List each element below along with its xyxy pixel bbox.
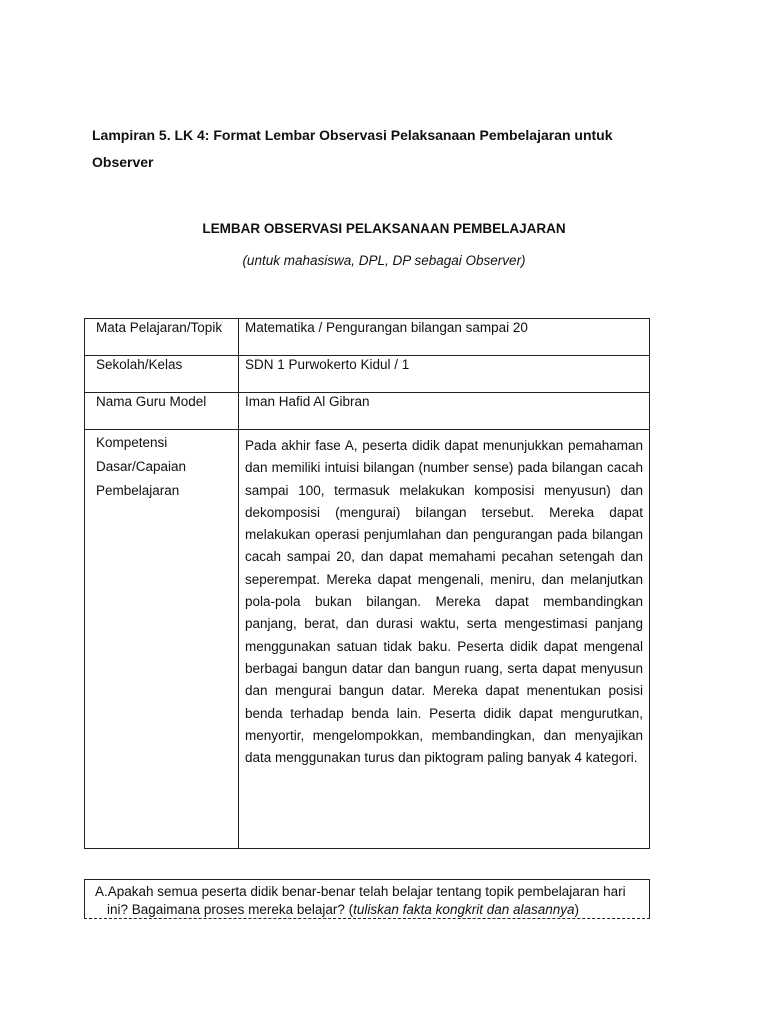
- school-value: SDN 1 Purwokerto Kidul / 1: [239, 356, 650, 393]
- teacher-label: Nama Guru Model: [85, 393, 239, 430]
- question-a-line1: A.Apakah semua peserta didik benar-benar telah belajar tentang topik pembelajaran hari: [95, 884, 626, 899]
- document-subtitle: (untuk mahasiswa, DPL, DP sebagai Observer): [242, 253, 526, 268]
- appendix-heading-line1: Lampiran 5. LK 4: Format Lembar Observasi Pelaksanaan Pembelajaran untuk: [92, 127, 613, 143]
- observation-info-table: [84, 318, 650, 849]
- question-a-box: [84, 879, 650, 919]
- teacher-value: Iman Hafid Al Gibran: [239, 393, 650, 430]
- competency-text-cell: [239, 430, 650, 849]
- question-a-instruction: tuliskan fakta kongkrit dan alasannya: [353, 902, 575, 917]
- subject-value: Matematika / Pengurangan bilangan sampai 20: [239, 319, 650, 356]
- competency-text: Pada akhir fase A, peserta didik dapat menunjukkan pemahaman dan memiliki intuisi bilangan (number sense) pada bilangan cacah sampai 100, termasuk melakukan komposisi menyusun) dan dekomposisi (mengurai) bilangan tersebut. Mereka dapat melakukan operasi penjumlahan dan pengurangan pada bilangan cacah sampai 20, dan dapat memahami pecahan setengah dan seperempat. Mereka dapat mengenali, meniru, dan melanjutkan pola-pola bukan bilangan. Mereka dapat membandingkan panjang, berat, dan durasi waktu, serta mengestimasi panjang menggunakan satuan tidak baku. Peserta didik dapat mengenal berbagai bangun datar dan bangun ruang, serta dapat menyusun dan mengurai bangun datar. Mereka dapat menentukan posisi benda terhadap benda lain. Peserta didik dapat mengurutkan, menyortir, mengelompokkan, membandingkan, dan menyajikan data menggunakan turus dan piktogram paling banyak 4 kategori.: [245, 438, 643, 766]
- school-label: Sekolah/Kelas: [85, 356, 239, 393]
- table-row-competency: [85, 430, 650, 849]
- competency-label: Kompetensi Dasar/Capaian Pembelajaran: [85, 430, 239, 849]
- table-row-teacher: [85, 393, 650, 430]
- document-title: LEMBAR OBSERVASI PELAKSANAAN PEMBELAJARAN: [202, 221, 566, 236]
- table-row-subject: [85, 319, 650, 356]
- question-a-line2: ini? Bagaimana proses mereka belajar? (tuliskan fakta kongkrit dan alasannya): [107, 902, 580, 917]
- subject-label: Mata Pelajaran/Topik: [85, 319, 239, 356]
- appendix-heading: [92, 122, 672, 176]
- table-row-school: [85, 356, 650, 393]
- appendix-heading-line2: Observer: [92, 154, 154, 170]
